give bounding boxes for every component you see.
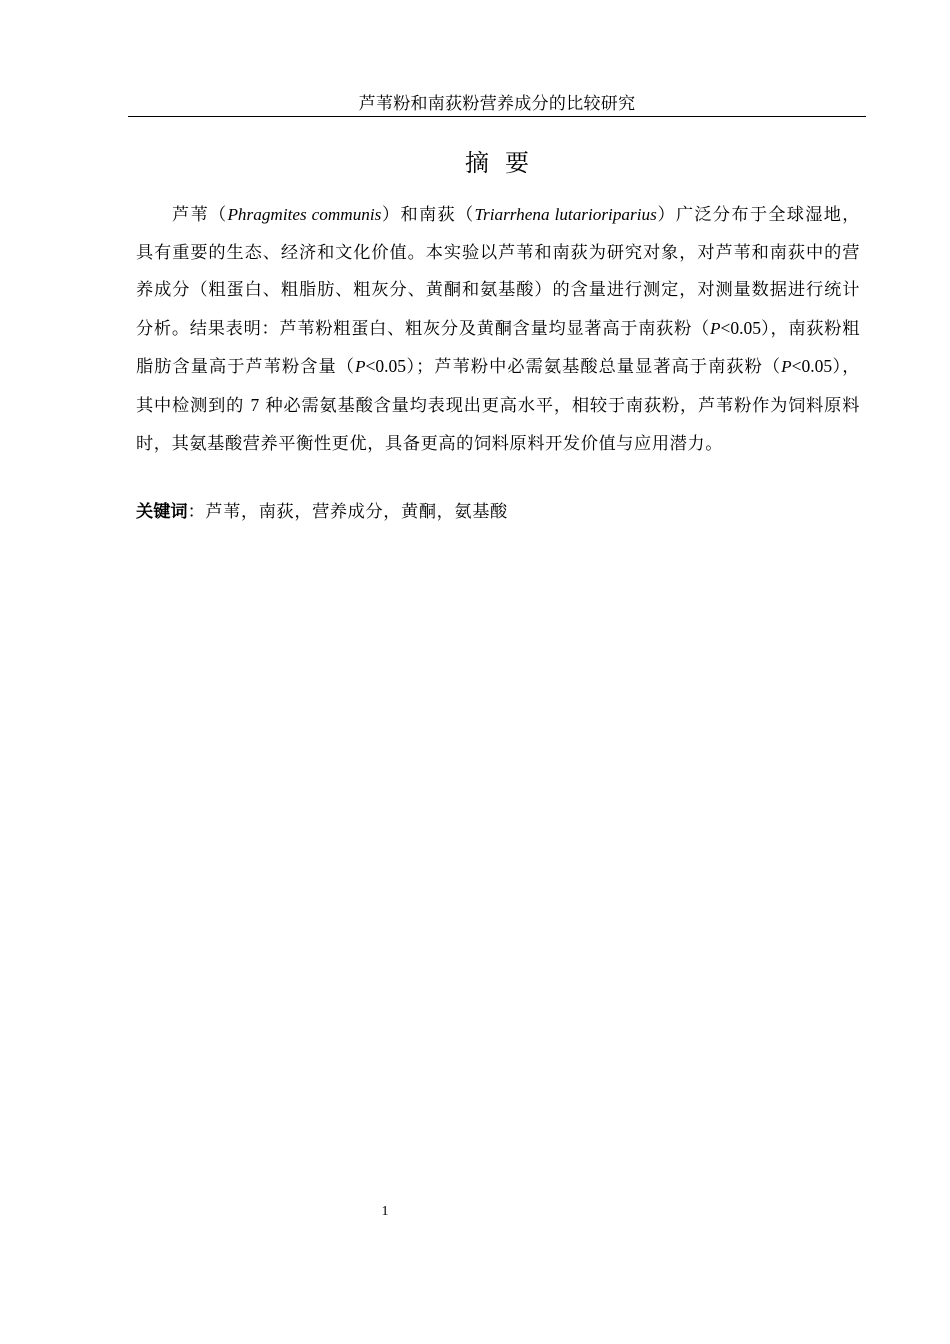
abstract-italic-term: P <box>709 318 721 338</box>
abstract-title: 摘要 <box>465 149 545 177</box>
abstract-text-segment: ）广泛分布于全球湿地，具有重要的生态、经济和文化价值。本实验以芦苇和南荻为研究对象，对芦苇和南荻中的营养成分（粗蛋白、粗脂肪、粗灰分、黄酮和氨基酸）的含量进行测定，对测量数据进行统计分析。结果表明：芦苇粉粗蛋白、粗灰分及黄酮含量均显著高于南荻粉（ <box>136 205 860 339</box>
abstract-text-segment: ），其中检测到的 <box>136 357 860 416</box>
abstract-text-segment: ），南荻粉粗脂肪含量高于芦苇粉含量（ <box>136 318 860 378</box>
abstract-italic-term: Phragmites communis <box>227 205 382 224</box>
abstract-text-segment: ）和南荻（ <box>381 205 475 225</box>
abstract-italic-term: P <box>355 357 366 377</box>
abstract-text-segment: ）；芦苇粉中必需氨基酸总量显著高于南荻粉（ <box>406 357 782 378</box>
abstract-italic-term: P <box>781 357 792 377</box>
page-number: 1 <box>381 1204 389 1219</box>
keywords-separator: ： <box>187 502 206 522</box>
abstract-text-segment: 种必需氨基酸含量均表现出更高水平，相较于南荻粉，芦苇粉作为饲料原料时，其氨基酸营养平衡性更优，具备更高的饲料原料开发价值与应用潜力。 <box>136 395 860 454</box>
running-header: 芦苇粉和南荻粉营养成分的比较研究 <box>358 94 636 114</box>
abstract-text-segment: <0.05 <box>365 356 406 377</box>
abstract-text-segment: 7 <box>250 394 260 415</box>
keywords-line <box>136 496 860 528</box>
abstract-body <box>136 196 860 463</box>
keywords-label: 关键词 <box>136 502 188 522</box>
abstract-text-segment: <0.05 <box>720 317 761 338</box>
keywords-terms: 芦苇，南荻，营养成分，黄酮，氨基酸 <box>205 502 508 522</box>
header-rule <box>128 116 866 117</box>
abstract-italic-term: Triarrhena lutarioriparius <box>474 205 657 224</box>
abstract-text-segment: 芦苇（ <box>172 205 228 225</box>
abstract-text-segment: <0.05 <box>791 356 833 377</box>
